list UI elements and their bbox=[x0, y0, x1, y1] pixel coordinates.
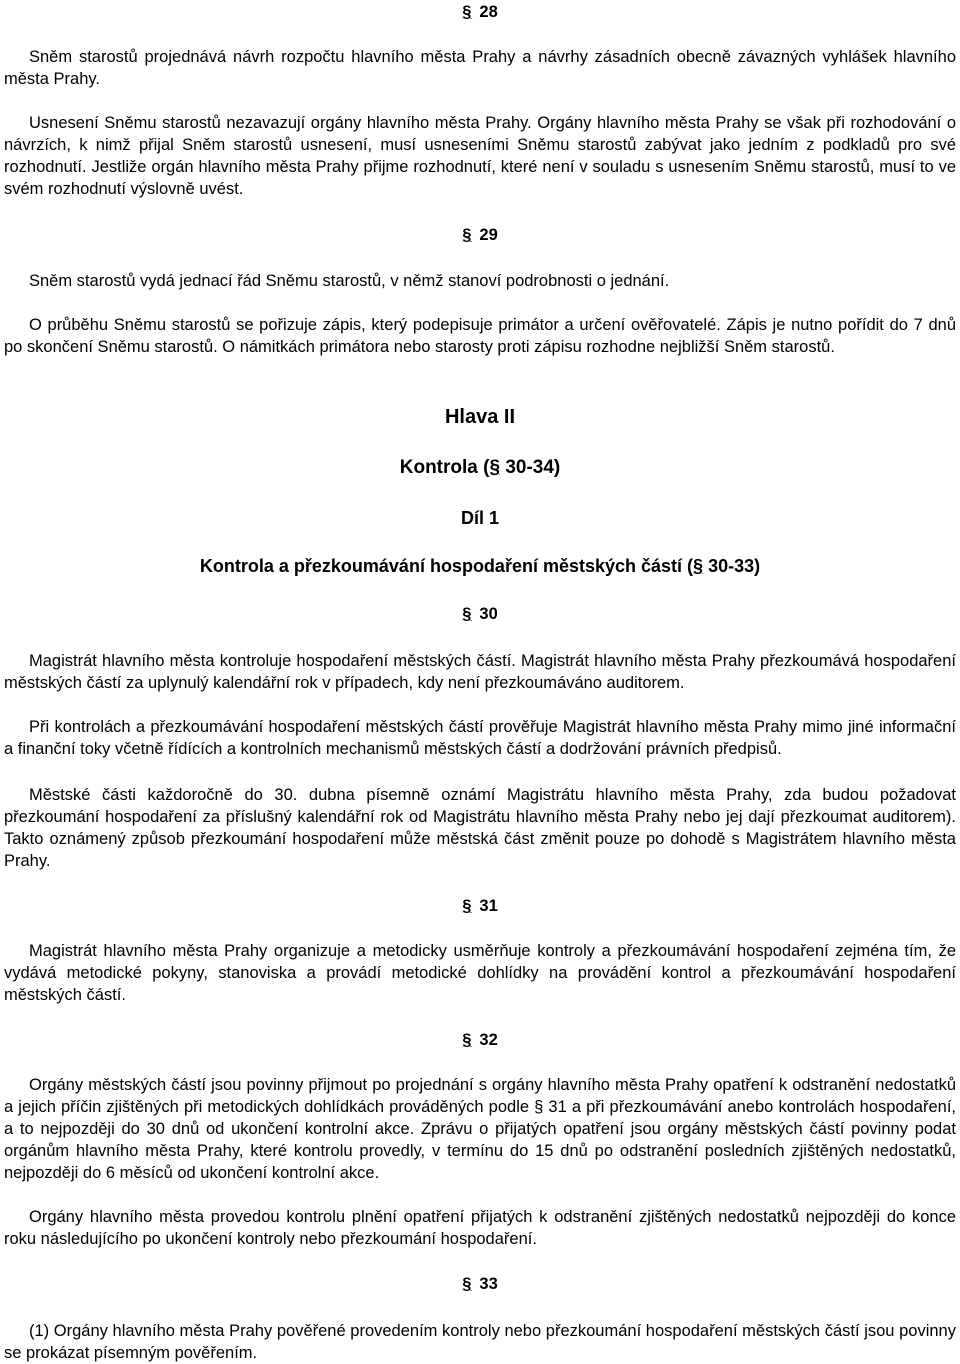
section-symbol: § bbox=[462, 1275, 472, 1293]
section-symbol: § bbox=[462, 897, 472, 915]
section-number: 31 bbox=[479, 897, 498, 915]
section-31-heading bbox=[0, 896, 960, 916]
section-symbol: § bbox=[489, 457, 501, 478]
section-number: 29 bbox=[479, 226, 498, 244]
paragraph: Městské části každoročně do 30. dubna písemně oznámí Magistrátu hlavního města Prahy, zda budou požadovat přezkoumání hospodaření za příslušný kalendářní rok od Magistrátu hlavního města Prahy nebo jej dají přezkoumat auditorem). Takto oznámený způsob přezkoumání hospodaření může městská část změnit pouze po dohodě s Magistrátem hlavního města Prahy. bbox=[4, 786, 956, 870]
section-number: 33 bbox=[479, 1275, 498, 1293]
section-30-heading bbox=[0, 604, 960, 624]
paragraph: Magistrát hlavního města kontroluje hospodaření městských částí. Magistrát hlavního města Prahy přezkoumává hospodaření městských částí za uplynulý kalendářní rok v případech, kdy není přezkoumáváno auditorem. bbox=[4, 652, 956, 692]
section-symbol: § bbox=[462, 3, 472, 21]
section-number: 30 bbox=[479, 605, 498, 623]
chapter-heading: Hlava II bbox=[444, 406, 516, 428]
paragraph: Orgány hlavního města provedou kontrolu plnění opatření přijatých k odstranění zjištěných nedostatků nejpozději do konce roku následujícího po ukončení kontroly nebo přezkoumání hospodaření. bbox=[4, 1208, 956, 1248]
section-32-heading bbox=[0, 1030, 960, 1050]
heading-text: 30-34) bbox=[500, 457, 561, 478]
section-symbol: § bbox=[462, 1031, 472, 1049]
heading-text: Kontrola a přezkoumávání hospodaření městských částí ( bbox=[199, 556, 694, 576]
paragraph: Usnesení Sněmu starostů nezavazují orgány hlavního města Prahy. Orgány hlavního města Prahy se však při rozhodování o návrzích, k nimž přijal Sněm starostů usnesení, musí usneseními Sněmu starostů zabývat jako jedním z podkladů pro své rozhodnutí. Jestliže orgán hlavního města Prahy přijme rozhodnutí, které není v souladu s usnesením Sněmu starostů, musí to ve svém rozhodnutí výslovně uvést. bbox=[4, 114, 956, 198]
section-29-heading bbox=[0, 225, 960, 245]
heading-text: 30-33) bbox=[703, 556, 761, 576]
section-symbol: § bbox=[693, 556, 704, 576]
paragraph: Při kontrolách a přezkoumávání hospodaření městských částí prověřuje Magistrát hlavního města Prahy mimo jiné informační a finanční toky včetně řídících a kontrolních mechanismů městských částí a dodržování právních předpisů. bbox=[4, 718, 956, 758]
section-33-heading bbox=[0, 1274, 960, 1294]
section-symbol: § bbox=[462, 226, 472, 244]
paragraph: Sněm starostů projednává návrh rozpočtu hlavního města Prahy a návrhy zásadních obecně závazných vyhlášek hlavního města Prahy. bbox=[4, 48, 956, 88]
paragraph: O průběhu Sněmu starostů se pořizuje zápis, který podepisuje primátor a určení ověřovatelé. Zápis je nutno pořídit do 7 dnů po skončení Sněmu starostů. O námitkách primátora nebo starosty proti zápisu rozhodne nejbližší Sněm starostů. bbox=[4, 316, 956, 356]
paragraph: (1) Orgány hlavního města Prahy pověřené provedením kontroly nebo přezkoumání hospodaření městských částí jsou povinny se prokázat písemným pověřením. bbox=[4, 1322, 956, 1362]
chapter-subheading bbox=[0, 457, 960, 479]
paragraph: Orgány městských částí jsou povinny přijmout po projednání s orgány hlavního města Prahy opatření k odstranění nedostatků a jejich příčin zjištěných při metodických dohlídkách prováděných podle § 31 a při přezkoumávání anebo kontrolách hospodaření, a to nejpozději do 30 dnů od ukončení kontrolní akce. Zprávu o přijatých opatření jsou orgány městských částí povinny podat orgánům hlavního města Prahy, které kontrolu provedly, v termínu do 15 dnů po odstranění posledních zjištěných nedostatků, nejpozději do 6 měsíců od ukončení kontrolní akce. bbox=[4, 1076, 956, 1182]
section-symbol: § bbox=[462, 605, 472, 623]
heading-text: Kontrola ( bbox=[399, 457, 490, 478]
part-subheading bbox=[0, 556, 960, 577]
section-28-heading bbox=[0, 2, 960, 22]
paragraph: Sněm starostů vydá jednací řád Sněmu starostů, v němž stanoví podrobnosti o jednání. bbox=[29, 272, 670, 290]
paragraph: Magistrát hlavního města Prahy organizuje a metodicky usměrňuje kontroly a přezkoumávání hospodaření zejména tím, že vydává metodické pokyny, stanoviska a provádí metodické dohlídky na provádění kontrol a přezkoumávání hospodaření městských částí. bbox=[4, 942, 956, 1004]
section-number: 32 bbox=[479, 1031, 498, 1049]
part-heading: Díl 1 bbox=[460, 508, 499, 528]
section-number: 28 bbox=[479, 3, 498, 21]
